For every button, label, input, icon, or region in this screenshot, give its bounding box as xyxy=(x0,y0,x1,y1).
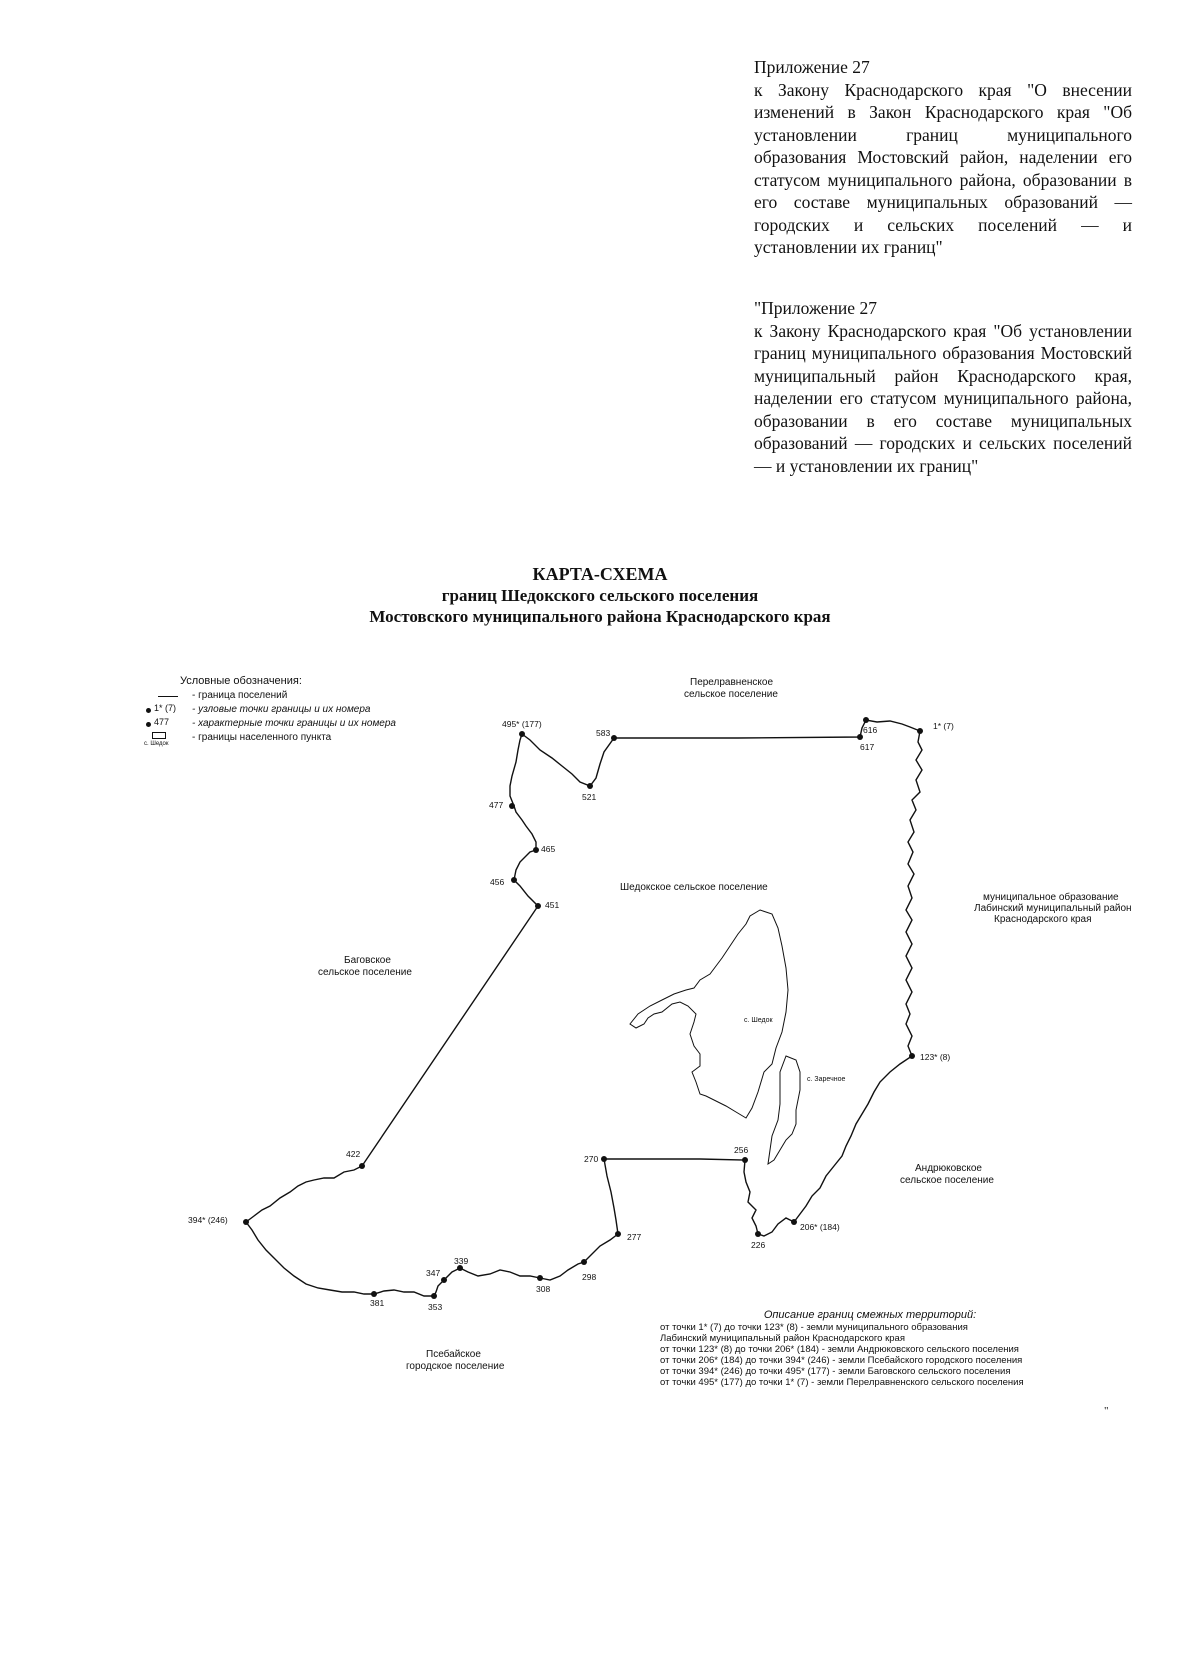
point-label: 477 xyxy=(489,800,504,810)
point-477 xyxy=(509,803,515,809)
region-label-north: сельское поселение xyxy=(684,689,778,700)
legend-item-boundary xyxy=(140,689,420,703)
point-394 xyxy=(243,1219,249,1225)
boundary-line-icon xyxy=(158,696,178,697)
region-label-southeast: сельское поселение xyxy=(900,1175,994,1186)
point-353 xyxy=(431,1293,437,1299)
point-label: 298 xyxy=(582,1272,597,1282)
region-label-west: Баговское xyxy=(344,955,391,966)
closing-quote: " xyxy=(1104,1405,1109,1417)
region-label-east: Лабинский муниципальный район xyxy=(974,903,1132,914)
legend-item-text: - характерные точки границы и их номера xyxy=(192,718,396,729)
legend-sample: 477 xyxy=(154,717,170,727)
point-label: 270 xyxy=(584,1154,599,1164)
map-title-line-3: Мостовского муниципального района Краснодарского края xyxy=(369,607,831,626)
appendix-text: к Закону Краснодарского края "Об установлении границ муниципального образования Мостовский муниципальный район Краснодарского края, наделении его статусом муниципального района, образовании в его составе муниципальных образований — городских и сельских поселений — и установлении их границ" xyxy=(754,320,1132,476)
description-heading: Описание границ смежных территорий: xyxy=(763,1309,977,1321)
legend-item-text: - границы населенного пункта xyxy=(192,732,332,743)
boundary-points xyxy=(243,717,923,1299)
region-label-center: Шедокское сельское поселение xyxy=(620,882,768,893)
region-label-west: сельское поселение xyxy=(318,967,412,978)
point-456 xyxy=(511,877,517,883)
point-451 xyxy=(535,903,541,909)
point-label: 308 xyxy=(536,1284,551,1294)
point-label: 1* (7) xyxy=(933,721,954,731)
settlement-boundary-line xyxy=(246,720,922,1296)
point-label: 226 xyxy=(751,1240,766,1250)
description-line: от точки 206* (184) до точки 394* (246) - земли Псебайского городского поселения xyxy=(660,1355,1023,1366)
point-277 xyxy=(615,1231,621,1237)
appendix-text: к Закону Краснодарского края "О внесении изменений в Закон Краснодарского края "Об установлении границ муниципального образования Мостовский район, наделении его статусом муниципального района, образовании в его составе муниципальных образований — городских и сельских поселений — и установлении их границ" xyxy=(754,79,1132,257)
description-line: от точки 1* (7) до точки 123* (8) - земли муниципального образования xyxy=(660,1322,968,1333)
point-422 xyxy=(359,1163,365,1169)
point-label: 456 xyxy=(490,877,505,887)
legend-sample: 1* (7) xyxy=(154,703,177,713)
point-381 xyxy=(371,1291,377,1297)
legend-item-char-points xyxy=(140,717,420,731)
region-label-southeast: Андрюковское xyxy=(915,1163,982,1174)
point-256 xyxy=(742,1157,748,1163)
village-zarechnoe-boundary xyxy=(768,1056,800,1164)
point-label: 277 xyxy=(627,1232,642,1242)
point-label: 339 xyxy=(454,1256,469,1266)
point-1 xyxy=(917,728,923,734)
adjacent-territories-description xyxy=(660,1310,1080,1388)
map-title-line-1: КАРТА-СХЕМА xyxy=(532,564,668,584)
point-123 xyxy=(909,1053,915,1059)
map-title-line-2: границ Шедокского сельского поселения xyxy=(441,586,759,605)
description-line: Лабинский муниципальный район Краснодарского края xyxy=(660,1333,905,1344)
point-label: 616 xyxy=(863,725,878,735)
description-line: от точки 495* (177) до точки 1* (7) - земли Перелравненского сельского поселения xyxy=(660,1377,1024,1388)
legend-item-node-points xyxy=(140,703,420,717)
point-label: 495* (177) xyxy=(502,719,542,729)
village-label-zarechnoe: с. Заречное xyxy=(807,1076,846,1083)
point-226 xyxy=(755,1231,761,1237)
point-206 xyxy=(791,1219,797,1225)
appendix-heading: "Приложение 27 xyxy=(754,298,877,318)
legend-item-settlement xyxy=(140,731,420,745)
point-521 xyxy=(587,783,593,789)
village-shedok-boundary xyxy=(630,910,788,1118)
point-495 xyxy=(519,731,525,737)
point-347 xyxy=(441,1277,447,1283)
point-308 xyxy=(537,1275,543,1281)
point-270 xyxy=(601,1156,607,1162)
point-label: 617 xyxy=(860,742,875,752)
point-label: 394* (246) xyxy=(188,1215,228,1225)
point-label: 465 xyxy=(541,844,556,854)
point-label: 451 xyxy=(545,900,560,910)
region-label-east: Краснодарского края xyxy=(994,914,1092,925)
point-labels xyxy=(188,719,954,1312)
description-line: от точки 394* (246) до точки 495* (177) - земли Баговского сельского поселения xyxy=(660,1366,1011,1377)
description-line: от точки 123* (8) до точки 206* (184) - земли Андрюковского сельского поселения xyxy=(660,1344,1019,1355)
appendix-heading: Приложение 27 xyxy=(754,57,870,77)
legend-item-text: - граница поселений xyxy=(192,690,288,701)
legend-item-text: - узловые точки границы и их номера xyxy=(192,704,371,715)
point-583 xyxy=(611,735,617,741)
point-label: 206* (184) xyxy=(800,1222,840,1232)
point-465 xyxy=(533,847,539,853)
point-label: 123* (8) xyxy=(920,1052,951,1062)
point-label: 381 xyxy=(370,1298,385,1308)
region-label-south: городское поселение xyxy=(406,1361,505,1372)
point-label: 422 xyxy=(346,1149,361,1159)
region-label-east: муниципальное образование xyxy=(983,892,1119,903)
region-label-south: Псебайское xyxy=(426,1349,481,1360)
point-label: 583 xyxy=(596,728,611,738)
point-298 xyxy=(581,1259,587,1265)
char-point-icon xyxy=(146,722,151,727)
village-label-shedok: с. Шедок xyxy=(744,1017,773,1024)
point-617 xyxy=(863,717,869,723)
legend-heading: Условные обозначения: xyxy=(180,675,302,687)
region-label-north: Перелравненское xyxy=(690,677,774,688)
point-label: 521 xyxy=(582,792,597,802)
point-label: 256 xyxy=(734,1145,749,1155)
node-point-icon xyxy=(146,708,151,713)
map-legend xyxy=(140,675,420,745)
legend-sample: с. Шедок xyxy=(144,741,169,747)
point-label: 353 xyxy=(428,1302,443,1312)
point-label: 347 xyxy=(426,1268,441,1278)
